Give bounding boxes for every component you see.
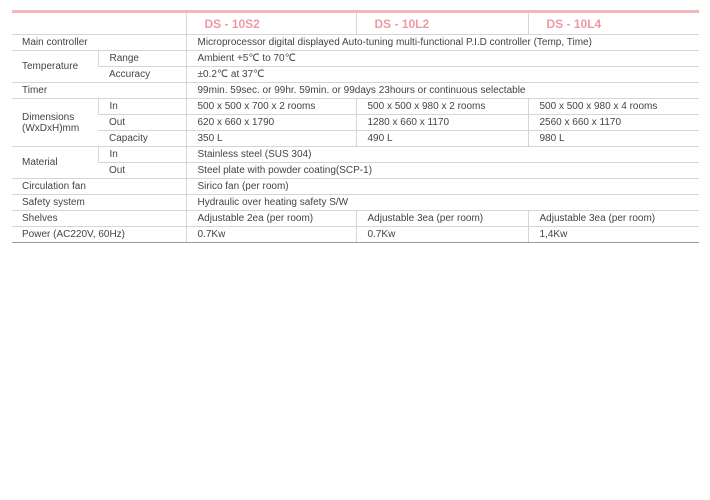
row-material-out: [12, 163, 699, 179]
dimensions-in-value-3: 500 x 500 x 980 x 4 rooms: [528, 99, 699, 115]
row-shelves: [12, 211, 699, 227]
row-temperature-range: [12, 51, 699, 67]
dimensions-in-label: In: [98, 99, 186, 115]
material-label: Material: [12, 147, 98, 179]
power-value-3: 1,4Kw: [528, 227, 699, 243]
row-circulation-fan: [12, 179, 699, 195]
timer-value: 99min. 59sec. or 99hr. 59min. or 99days 23hours or continuous selectable: [186, 83, 699, 99]
dimensions-out-label: Out: [98, 115, 186, 131]
shelves-value-2: Adjustable 3ea (per room): [356, 211, 528, 227]
model-header-3: DS - 10L4: [528, 12, 699, 35]
dimensions-in-value-2: 500 x 500 x 980 x 2 rooms: [356, 99, 528, 115]
material-out-value: Steel plate with powder coating(SCP-1): [186, 163, 699, 179]
timer-label: Timer: [12, 83, 186, 99]
row-dimensions-in: [12, 99, 699, 115]
dimensions-label: [12, 99, 98, 147]
circulation-fan-value: Sirico fan (per room): [186, 179, 699, 195]
row-temperature-accuracy: [12, 67, 699, 83]
capacity-value-2: 490 L: [356, 131, 528, 147]
temperature-accuracy-label: Accuracy: [98, 67, 186, 83]
material-in-value: Stainless steel (SUS 304): [186, 147, 699, 163]
temperature-accuracy-value: ±0.2℃ at 37℃: [186, 67, 699, 83]
dimensions-out-value-2: 1280 x 660 x 1170: [356, 115, 528, 131]
capacity-value-1: 350 L: [186, 131, 356, 147]
row-material-in: [12, 147, 699, 163]
safety-system-value: Hydraulic over heating safety S/W: [186, 195, 699, 211]
dimensions-label-line2: (WxDxH)mm: [22, 122, 80, 134]
material-in-label: In: [98, 147, 186, 163]
capacity-value-3: 980 L: [528, 131, 699, 147]
main-controller-label: Main controller: [12, 35, 186, 51]
header-blank: [12, 12, 186, 35]
dimensions-out-value-1: 620 x 660 x 1790: [186, 115, 356, 131]
power-value-2: 0.7Kw: [356, 227, 528, 243]
main-controller-value: Microprocessor digital displayed Auto-tuning multi-functional P.I.D controller (Temp, Time): [186, 35, 699, 51]
model-header-2: DS - 10L2: [356, 12, 528, 35]
temperature-range-label: Range: [98, 51, 186, 67]
material-out-label: Out: [98, 163, 186, 179]
model-header-1: DS - 10S2: [186, 12, 356, 35]
circulation-fan-label: Circulation fan: [12, 179, 186, 195]
row-timer: [12, 83, 699, 99]
row-dimensions-out: [12, 115, 699, 131]
shelves-value-3: Adjustable 3ea (per room): [528, 211, 699, 227]
temperature-label: Temperature: [12, 51, 98, 83]
row-main-controller: [12, 35, 699, 51]
safety-system-label: Safety system: [12, 195, 186, 211]
dimensions-out-value-3: 2560 x 660 x 1170: [528, 115, 699, 131]
dimensions-in-value-1: 500 x 500 x 700 x 2 rooms: [186, 99, 356, 115]
shelves-label: Shelves: [12, 211, 186, 227]
row-safety-system: [12, 195, 699, 211]
shelves-value-1: Adjustable 2ea (per room): [186, 211, 356, 227]
spec-table: [12, 10, 699, 243]
power-label: Power (AC220V, 60Hz): [12, 227, 186, 243]
temperature-range-value: Ambient +5℃ to 70℃: [186, 51, 699, 67]
row-dimensions-capacity: [12, 131, 699, 147]
power-value-1: 0.7Kw: [186, 227, 356, 243]
row-power: [12, 227, 699, 243]
dimensions-label-line1: Dimensions: [22, 111, 75, 123]
header-row: [12, 12, 699, 35]
capacity-label: Capacity: [98, 131, 186, 147]
